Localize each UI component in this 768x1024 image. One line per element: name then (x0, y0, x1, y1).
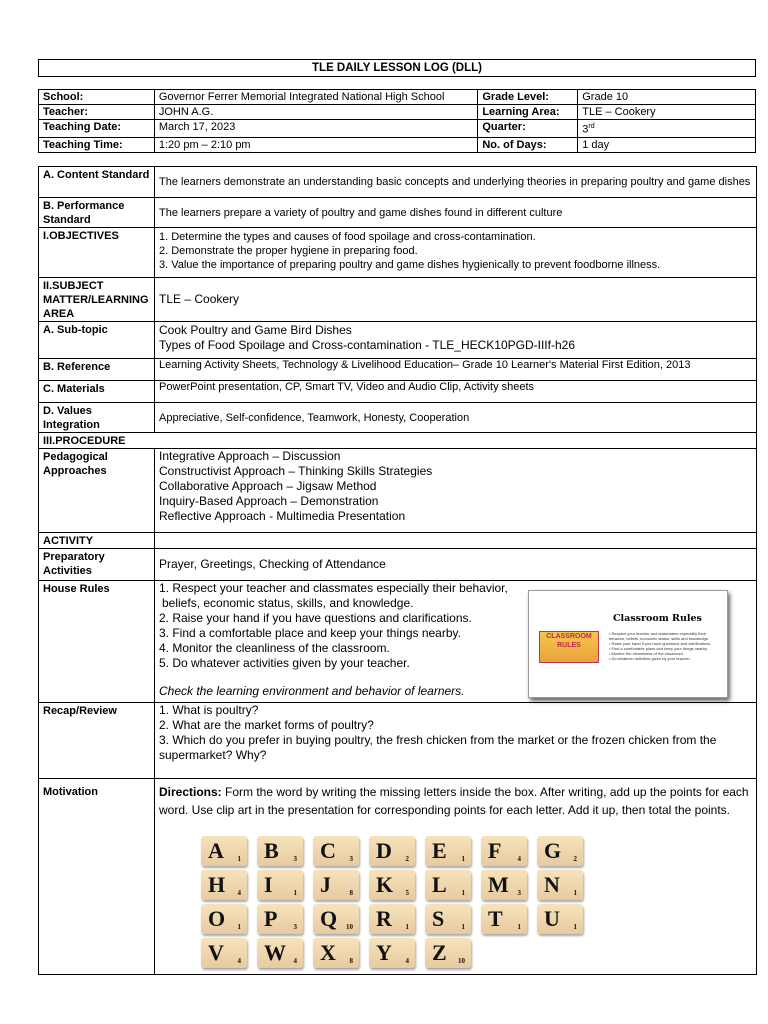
tile-letter: O (208, 906, 226, 931)
letter-tile (257, 836, 303, 866)
tile-points: 1 (293, 889, 297, 897)
procedure-header: III.PROCEDURE (39, 433, 757, 449)
objectives-label: I.OBJECTIVES (39, 228, 155, 278)
content-standard: The learners demonstrate an understanding basic concepts and underlying theories in preparing poultry and game dishes (155, 167, 757, 198)
tile-letter: G (544, 838, 562, 863)
recap-questions (155, 703, 757, 779)
tile-letter: B (264, 838, 279, 863)
days-value: 1 day (578, 137, 756, 152)
tile-points: 1 (573, 923, 577, 931)
tile-points: 3 (349, 855, 353, 863)
letter-tile (257, 938, 303, 968)
classroom-rules-title: Classroom Rules (613, 613, 702, 624)
approach-item: Integrative Approach – Discussion (159, 449, 341, 463)
objective-item: 3. Value the importance of preparing poultry and game dishes hygienically to prevent foodborne illness. (159, 259, 661, 271)
letter-tile (537, 904, 583, 934)
objective-item: 1. Determine the types and causes of food spoilage and cross-contamination. (159, 231, 536, 243)
classroom-rules-poster: CLASSROOM RULES (539, 631, 599, 663)
tile-points: 10 (346, 923, 353, 931)
pedagogical-approaches (155, 449, 757, 533)
tile-letter: A (208, 838, 224, 863)
info-table (38, 89, 756, 153)
letter-tile (313, 938, 359, 968)
quarter-label: Quarter: (478, 120, 578, 138)
letter-tile (425, 870, 471, 900)
tile-letter: S (432, 906, 445, 931)
rule-item: 4. Monitor the cleanliness of the classroom. (159, 641, 390, 655)
directions-text: Form the word by writing the missing letters inside the box. After writing, add up the points for each word. Use clip art in the presentation for corresponding points for each letter. Add it up, then total the points. (159, 785, 749, 817)
rule-item: 1. Respect your teacher and classmates especially their behavior, (159, 581, 508, 595)
tile-points: 8 (349, 889, 353, 897)
motivation-label: Motivation (39, 779, 155, 975)
tile-points: 1 (461, 889, 465, 897)
values-label: D. Values Integration (39, 403, 155, 433)
time-value: 1:20 pm – 2:10 pm (154, 137, 477, 152)
tile-letter: L (432, 872, 447, 897)
letter-tile (313, 904, 359, 934)
tile-letter: U (544, 906, 560, 931)
tile-points: 1 (237, 855, 241, 863)
letter-tile (201, 870, 247, 900)
rule-item: 3. Find a comfortable place and keep your things nearby. (159, 626, 461, 640)
letter-tile (425, 836, 471, 866)
tile-letter: C (320, 838, 336, 863)
tile-points: 1 (461, 923, 465, 931)
tile-points: 4 (517, 855, 521, 863)
classroom-rules-list: • Respect your teacher and classmates especially their behavior, beliefs, economic status, skills and knowledge. • Raise your hand if you have questions and clarifications. • Find a comfortable place and keep your things nearby. • Monitor the cleanliness of the classroom. • Do whatever activities given by your teacher. (609, 631, 712, 661)
materials: PowerPoint presentation, CP, Smart TV, Video and Audio Clip, Activity sheets (155, 381, 757, 403)
letter-tile (201, 836, 247, 866)
approach-item: Constructivist Approach – Thinking Skills Strategies (159, 464, 433, 478)
house-rules-label: House Rules (39, 581, 155, 703)
pedagogical-label: Pedagogical Approaches (39, 449, 155, 533)
school-value: Governor Ferrer Memorial Integrated National High School (154, 90, 477, 105)
grade-value: Grade 10 (578, 90, 756, 105)
letter-tile (313, 836, 359, 866)
letter-tile (257, 870, 303, 900)
letter-tile (313, 870, 359, 900)
days-label: No. of Days: (478, 137, 578, 152)
tile-points: 1 (237, 923, 241, 931)
approach-item: Inquiry-Based Approach – Demonstration (159, 494, 379, 508)
rule-item: 2. Raise your hand if you have questions and clarifications. (159, 611, 472, 625)
subtopic-item: Types of Food Spoilage and Cross-contamination - TLE_HECK10PGD-IIIf-h26 (159, 338, 575, 352)
tile-letter: M (488, 872, 509, 897)
recap-item: 1. What is poultry? (159, 703, 259, 717)
teacher-label: Teacher: (39, 105, 155, 120)
letter-tile (201, 904, 247, 934)
letter-tile (369, 836, 415, 866)
subject-matter-label: II.SUBJECT MATTER/LEARNING AREA (39, 278, 155, 322)
tile-letter: Z (432, 940, 447, 965)
house-rules-note: Check the learning environment and behavior of learners. (159, 684, 465, 698)
tile-letter: N (544, 872, 560, 897)
tile-letter: E (432, 838, 447, 863)
tile-letter: K (376, 872, 394, 897)
reference-label: B. Reference (39, 359, 155, 381)
tile-letter: P (264, 906, 278, 931)
tile-letter: Q (320, 906, 338, 931)
tile-points: 8 (349, 957, 353, 965)
grade-label: Grade Level: (478, 90, 578, 105)
performance-standard-label: B. Performance Standard (39, 198, 155, 228)
tile-points: 4 (237, 957, 241, 965)
reference: Learning Activity Sheets, Technology & Livelihood Education– Grade 10 Learner's Material First Edition, 2013 (155, 359, 757, 381)
letter-tile (481, 904, 527, 934)
tile-letter: Y (376, 940, 392, 965)
objectives (155, 228, 757, 278)
quarter-value: 3rd (578, 120, 756, 138)
time-label: Teaching Time: (39, 137, 155, 152)
materials-label: C. Materials (39, 381, 155, 403)
tile-letter: T (488, 906, 503, 931)
area-label: Learning Area: (478, 105, 578, 120)
area-value: TLE – Cookery (578, 105, 756, 120)
tile-points: 5 (405, 889, 409, 897)
objective-item: 2. Demonstrate the proper hygiene in preparing food. (159, 245, 418, 257)
date-value: March 17, 2023 (154, 120, 477, 138)
letter-tile (369, 938, 415, 968)
tile-points: 3 (293, 923, 297, 931)
tile-points: 1 (461, 855, 465, 863)
rule-item: beliefs, economic status, skills, and knowledge. (162, 596, 414, 610)
letter-tile (369, 904, 415, 934)
document-title: TLE DAILY LESSON LOG (DLL) (38, 59, 756, 77)
tile-points: 3 (517, 889, 521, 897)
tile-letter: W (264, 940, 286, 965)
classroom-rules-image (528, 590, 728, 698)
tile-points: 4 (237, 889, 241, 897)
tile-points: 3 (293, 855, 297, 863)
date-label: Teaching Date: (39, 120, 155, 138)
tile-letter: H (208, 872, 226, 897)
tile-points: 2 (405, 855, 409, 863)
tile-points: 1 (517, 923, 521, 931)
activity-empty (155, 533, 757, 549)
tile-letter: V (208, 940, 224, 965)
approach-item: Reflective Approach - Multimedia Presentation (159, 509, 406, 523)
letter-tile (425, 904, 471, 934)
tile-letter: R (376, 906, 392, 931)
tile-points: 1 (405, 923, 409, 931)
recap-item: 3. Which do you prefer in buying poultry, the fresh chicken from the market or the frozen chicken from the supermarket? Why? (159, 733, 717, 762)
tile-letter: X (320, 940, 336, 965)
performance-standard: The learners prepare a variety of poultry and game dishes found in different culture (155, 198, 757, 228)
tile-letter: D (376, 838, 392, 863)
tile-points: 4 (293, 957, 297, 965)
subtopic (155, 322, 757, 359)
letter-tile (537, 836, 583, 866)
subject-matter: TLE – Cookery (155, 278, 757, 322)
tile-points: 10 (458, 957, 465, 965)
tile-points: 1 (573, 889, 577, 897)
tile-points: 4 (405, 957, 409, 965)
tile-letter: I (264, 872, 273, 897)
preparatory-label: Preparatory Activities (39, 549, 155, 581)
tile-letter: J (320, 872, 331, 897)
letter-tile (201, 938, 247, 968)
school-label: School: (39, 90, 155, 105)
activity-label: ACTIVITY (39, 533, 155, 549)
rule-item: 5. Do whatever activities given by your teacher. (159, 656, 410, 670)
tile-points: 2 (573, 855, 577, 863)
subtopic-label: A. Sub-topic (39, 322, 155, 359)
preparatory-activities: Prayer, Greetings, Checking of Attendance (155, 549, 757, 581)
directions-label: Directions: (159, 785, 222, 799)
teacher-value: JOHN A.G. (154, 105, 477, 120)
approach-item: Collaborative Approach – Jigsaw Method (159, 479, 377, 493)
recap-item: 2. What are the market forms of poultry? (159, 718, 374, 732)
letter-tile (257, 904, 303, 934)
letter-tile (425, 938, 471, 968)
recap-label: Recap/Review (39, 703, 155, 779)
letter-tile (369, 870, 415, 900)
tile-letter: F (488, 838, 502, 863)
content-standard-label: A. Content Standard (39, 167, 155, 198)
subtopic-item: Cook Poultry and Game Bird Dishes (159, 323, 352, 337)
letter-tile (537, 870, 583, 900)
letter-tile (481, 870, 527, 900)
letter-tile (481, 836, 527, 866)
values: Appreciative, Self-confidence, Teamwork, Honesty, Cooperation (155, 403, 757, 433)
